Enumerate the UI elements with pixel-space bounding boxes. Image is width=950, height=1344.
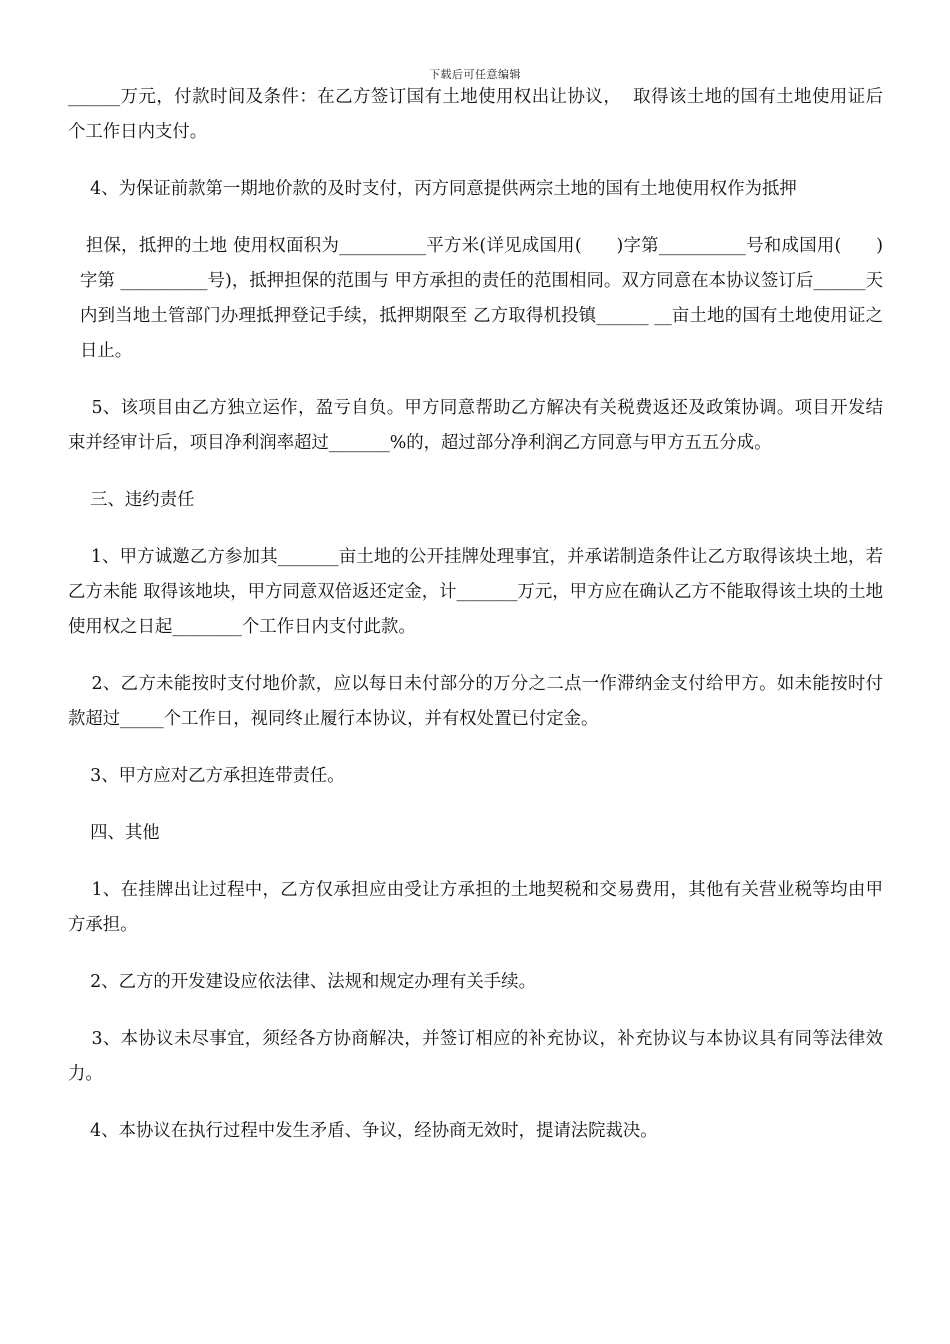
document-body bbox=[68, 80, 928, 1149]
paragraph-other-4: 4、本协议在执行过程中发生矛盾、争议，经协商无效时，提请法院裁决。 bbox=[68, 1121, 658, 1141]
paragraph-liability-2: 2、乙方未能按时支付地价款，应以每日未付部分的万分之二点一作滞纳金支付给甲方。如未能按时付款超过_____个工作日，视同终止履行本协议，并有权处置已付定金。 bbox=[68, 674, 883, 729]
paragraph-payment-terms: ______万元，付款时间及条件：在乙方签订国有土地使用权出让协议， 取得该土地的国有土地使用证后 个工作日内支付。 bbox=[68, 87, 928, 142]
header-note: 下载后可任意编辑 bbox=[429, 68, 521, 81]
paragraph-other-3: 3、本协议未尽事宜，须经各方协商解决，并签订相应的补充协议，补充协议与本协议具有同等法律效力。 bbox=[68, 1029, 883, 1084]
section-heading-liability: 三、违约责任 bbox=[68, 490, 195, 510]
paragraph-clause-4-mortgage: 担保，抵押的土地 使用权面积为__________平方米(详见成国用( )字第__________号和成国用( )字第 __________号)，抵押担保的范围与 甲方承担的责任的范围相同。双方同意在本协议签订后______天内到当地土管部门办理抵押登记手续，抵押期限至 乙方取得机投镇______ __亩土地的国有土地使用证之日止。 bbox=[80, 236, 884, 361]
paragraph-other-2: 2、乙方的开发建设应依法律、法规和规定办理有关手续。 bbox=[68, 972, 536, 992]
section-heading-other: 四、其他 bbox=[68, 823, 160, 843]
paragraph-other-1: 1、在挂牌出让过程中，乙方仅承担应由受让方承担的土地契税和交易费用，其他有关营业税等均由甲方承担。 bbox=[68, 880, 883, 935]
paragraph-liability-3: 3、甲方应对乙方承担连带责任。 bbox=[68, 766, 345, 786]
paragraph-liability-1: 1、甲方诚邀乙方参加其_______亩土地的公开挂牌处理事宜，并承诺制造条件让乙方取得该块土地，若乙方未能 取得该地块，甲方同意双倍返还定金，计_______万元，甲方应在确认乙方不能取得该土块的土地使用权之日起________个工作日内支付此款。 bbox=[68, 547, 883, 637]
paragraph-clause-5: 5、该项目由乙方独立运作，盈亏自负。甲方同意帮助乙方解决有关税费返还及政策协调。项目开发结束并经审计后，项目净利润率超过_______%的，超过部分净利润乙方同意与甲方五五分成。 bbox=[68, 398, 883, 453]
paragraph-clause-4-intro: 4、为保证前款第一期地价款的及时支付，丙方同意提供两宗土地的国有土地使用权作为抵押 bbox=[68, 179, 797, 199]
